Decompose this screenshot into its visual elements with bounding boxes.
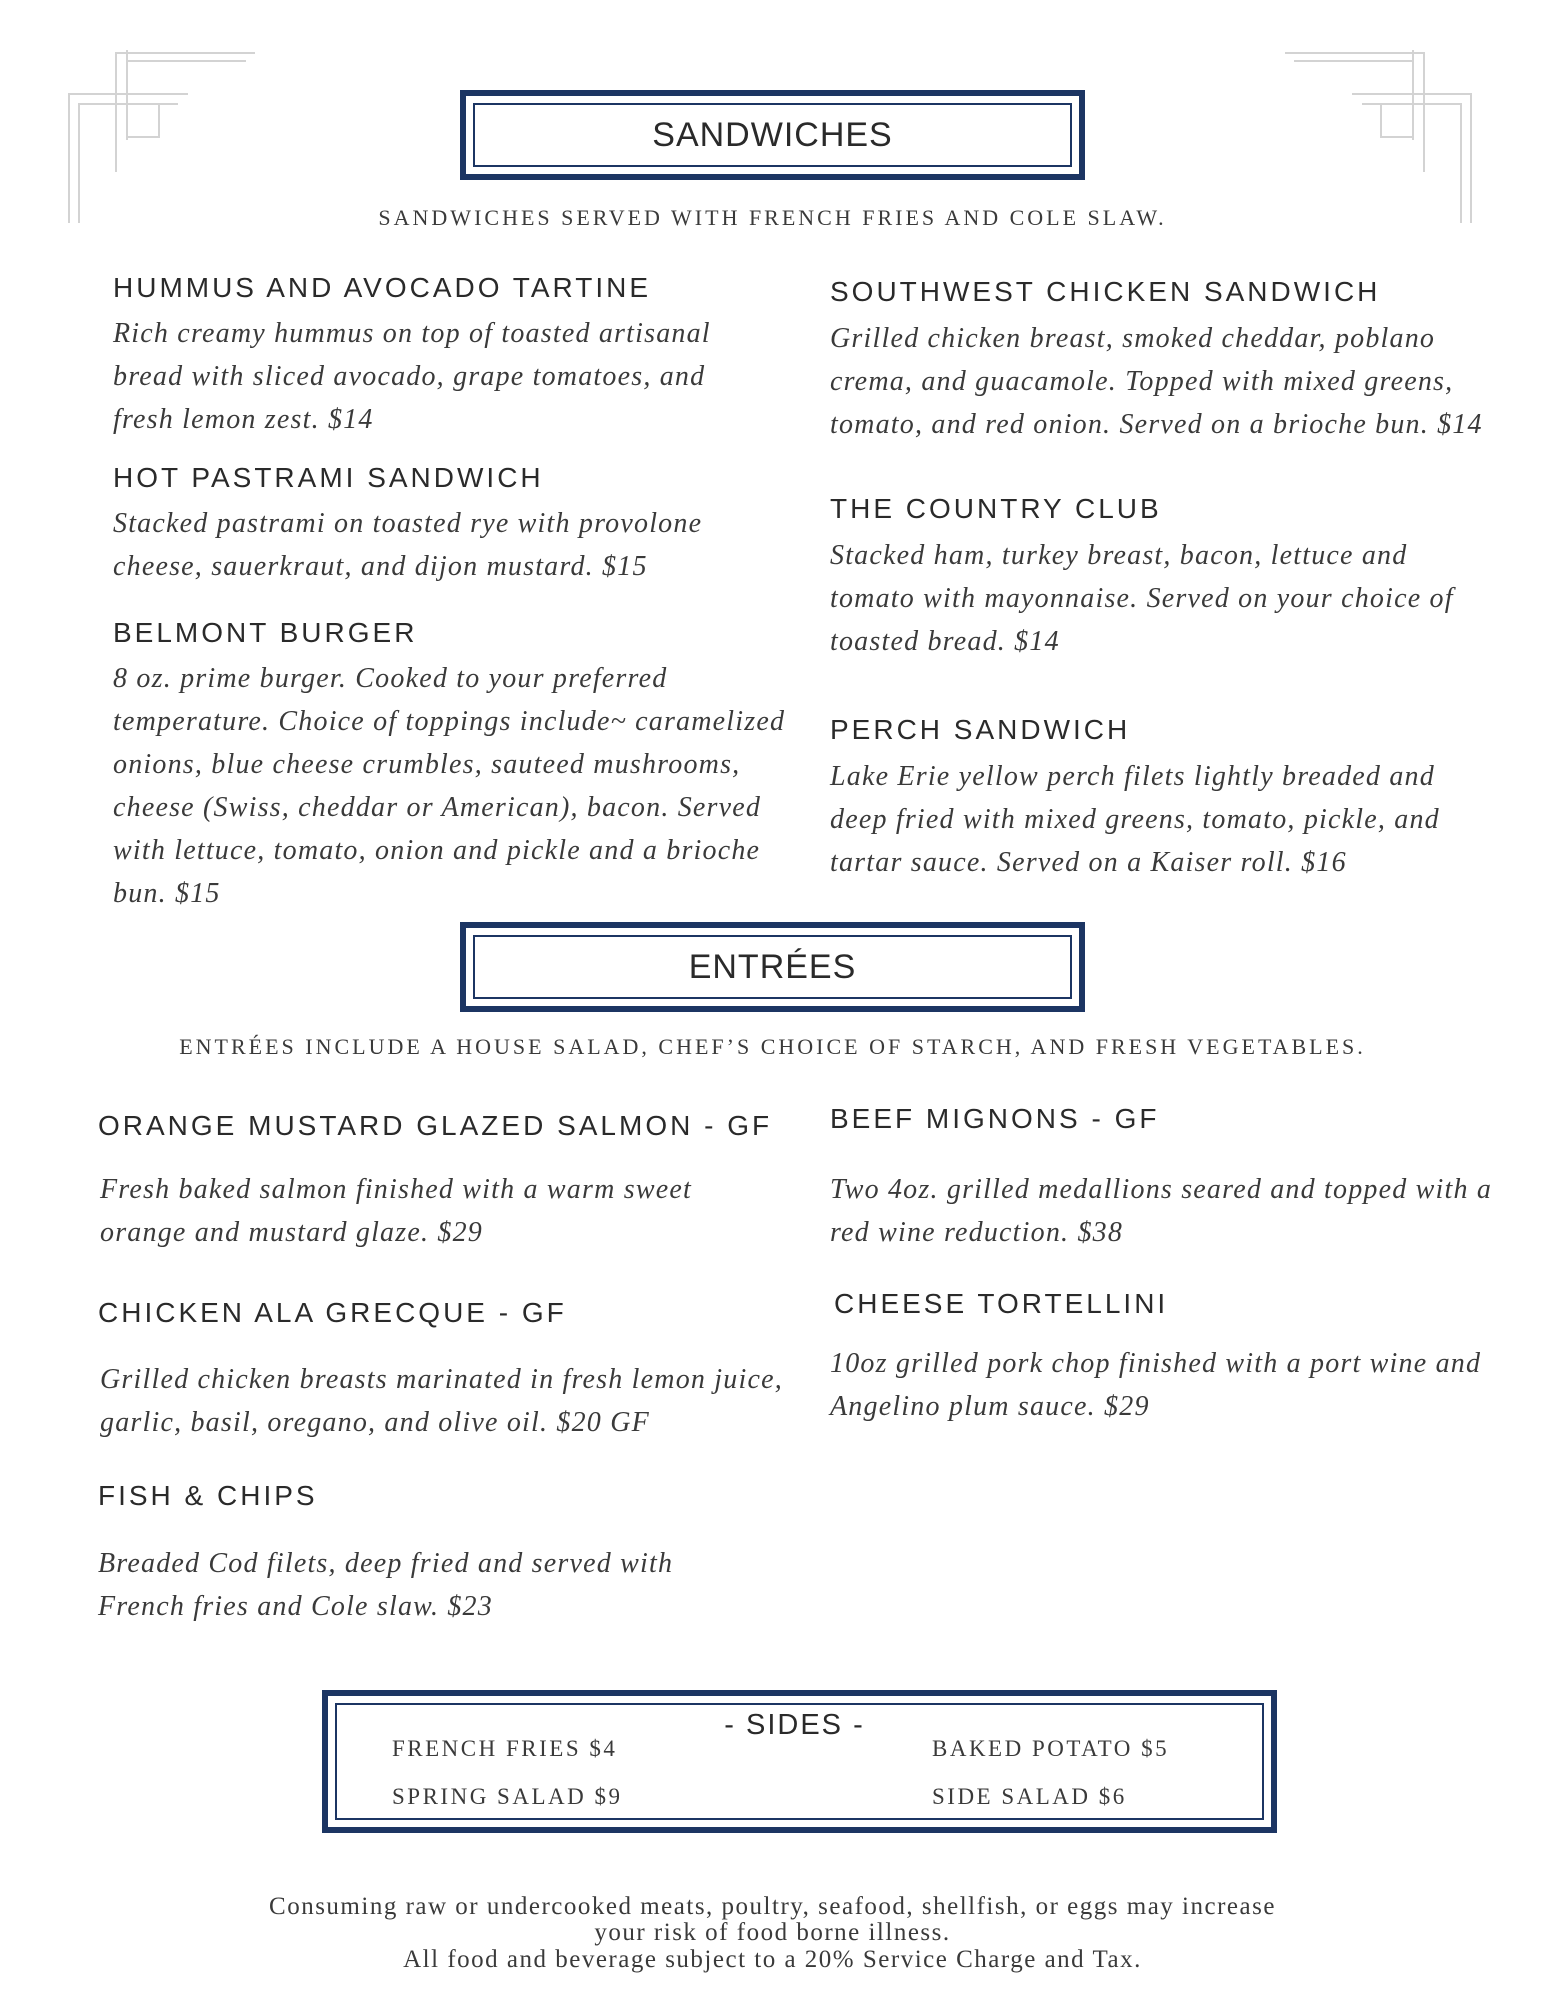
disclaimer-line-1: Consuming raw or undercooked meats, poultry, seafood, shellfish, or eggs may increase <box>269 1893 1276 1920</box>
menu-item-description: 8 oz. prime burger. Cooked to your preferred temperature. Choice of toppings include~ caramelized onions, blue cheese crumbles, sauteed mushrooms, cheese (Swiss, cheddar or American), bacon. Served with lettuce, tomato, onion and pickle and a brioche bun. $15 <box>113 663 786 909</box>
sides-title: - SIDES - <box>724 1709 865 1741</box>
side-item: BAKED POTATO $5 <box>932 1736 1170 1761</box>
side-item: SIDE SALAD $6 <box>932 1784 1127 1809</box>
menu-item-name: CHICKEN ALA GRECQUE - GF <box>98 1297 567 1328</box>
menu-item-description: Stacked pastrami on toasted rye with provolone cheese, sauerkraut, and dijon mustard. $15 <box>113 508 703 582</box>
sandwiches-subtitle: SANDWICHES SERVED WITH FRENCH FRIES AND COLE SLAW. <box>378 205 1167 230</box>
menu-item-name: FISH & CHIPS <box>98 1480 318 1511</box>
menu-item-description: Grilled chicken breasts marinated in fresh lemon juice, garlic, basil, oregano, and olive oil. $20 GF <box>100 1364 783 1438</box>
side-item: SPRING SALAD $9 <box>392 1784 623 1809</box>
side-item: FRENCH FRIES $4 <box>392 1736 618 1761</box>
menu-item-description: Grilled chicken breast, smoked cheddar, poblano crema, and guacamole. Topped with mixed greens, tomato, and red onion. Served on a brioche bun. $14 <box>830 323 1483 440</box>
disclaimer-line-3: All food and beverage subject to a 20% Service Charge and Tax. <box>403 1946 1142 1973</box>
menu-item-name: SOUTHWEST CHICKEN SANDWICH <box>830 276 1381 307</box>
menu-item-description: Lake Erie yellow perch filets lightly breaded and deep fried with mixed greens, tomato, pickle, and tartar sauce. Served on a Kaiser roll. $16 <box>830 761 1440 878</box>
sandwiches-banner <box>460 90 1085 180</box>
menu-item-description: Breaded Cod filets, deep fried and served with French fries and Cole slaw. $23 <box>98 1548 674 1622</box>
menu-item-name: CHEESE TORTELLINI <box>834 1288 1169 1319</box>
menu-item-name: HUMMUS AND AVOCADO TARTINE <box>113 272 651 303</box>
entrees-title: ENTRÉES <box>688 948 857 986</box>
menu-item-name: THE COUNTRY CLUB <box>830 493 1162 524</box>
menu-item-description: Two 4oz. grilled medallions seared and topped with a red wine reduction. $38 <box>830 1174 1493 1248</box>
menu-item-description: Fresh baked salmon finished with a warm sweet orange and mustard glaze. $29 <box>100 1174 692 1248</box>
disclaimer-line-2: your risk of food borne illness. <box>594 1919 951 1946</box>
menu-item-description: Rich creamy hummus on top of toasted artisanal bread with sliced avocado, grape tomatoes, and fresh lemon zest. $14 <box>113 318 711 435</box>
menu-item-name: HOT PASTRAMI SANDWICH <box>113 462 544 493</box>
entrees-subtitle: ENTRÉES INCLUDE A HOUSE SALAD, CHEF’S CHOICE OF STARCH, AND FRESH VEGETABLES. <box>179 1034 1366 1059</box>
menu-item-description: Stacked ham, turkey breast, bacon, lettuce and tomato with mayonnaise. Served on your choice of toasted bread. $14 <box>830 540 1454 657</box>
sandwiches-title: SANDWICHES <box>652 116 893 154</box>
menu-item-name: ORANGE MUSTARD GLAZED SALMON - GF <box>98 1110 773 1141</box>
menu-item-name: BELMONT BURGER <box>113 617 418 648</box>
menu-item-name: BEEF MIGNONS - GF <box>830 1103 1160 1134</box>
menu-item-description: 10oz grilled pork chop finished with a port wine and Angelino plum sauce. $29 <box>830 1348 1482 1422</box>
entrees-banner <box>460 922 1085 1012</box>
menu-item-name: PERCH SANDWICH <box>830 714 1131 745</box>
